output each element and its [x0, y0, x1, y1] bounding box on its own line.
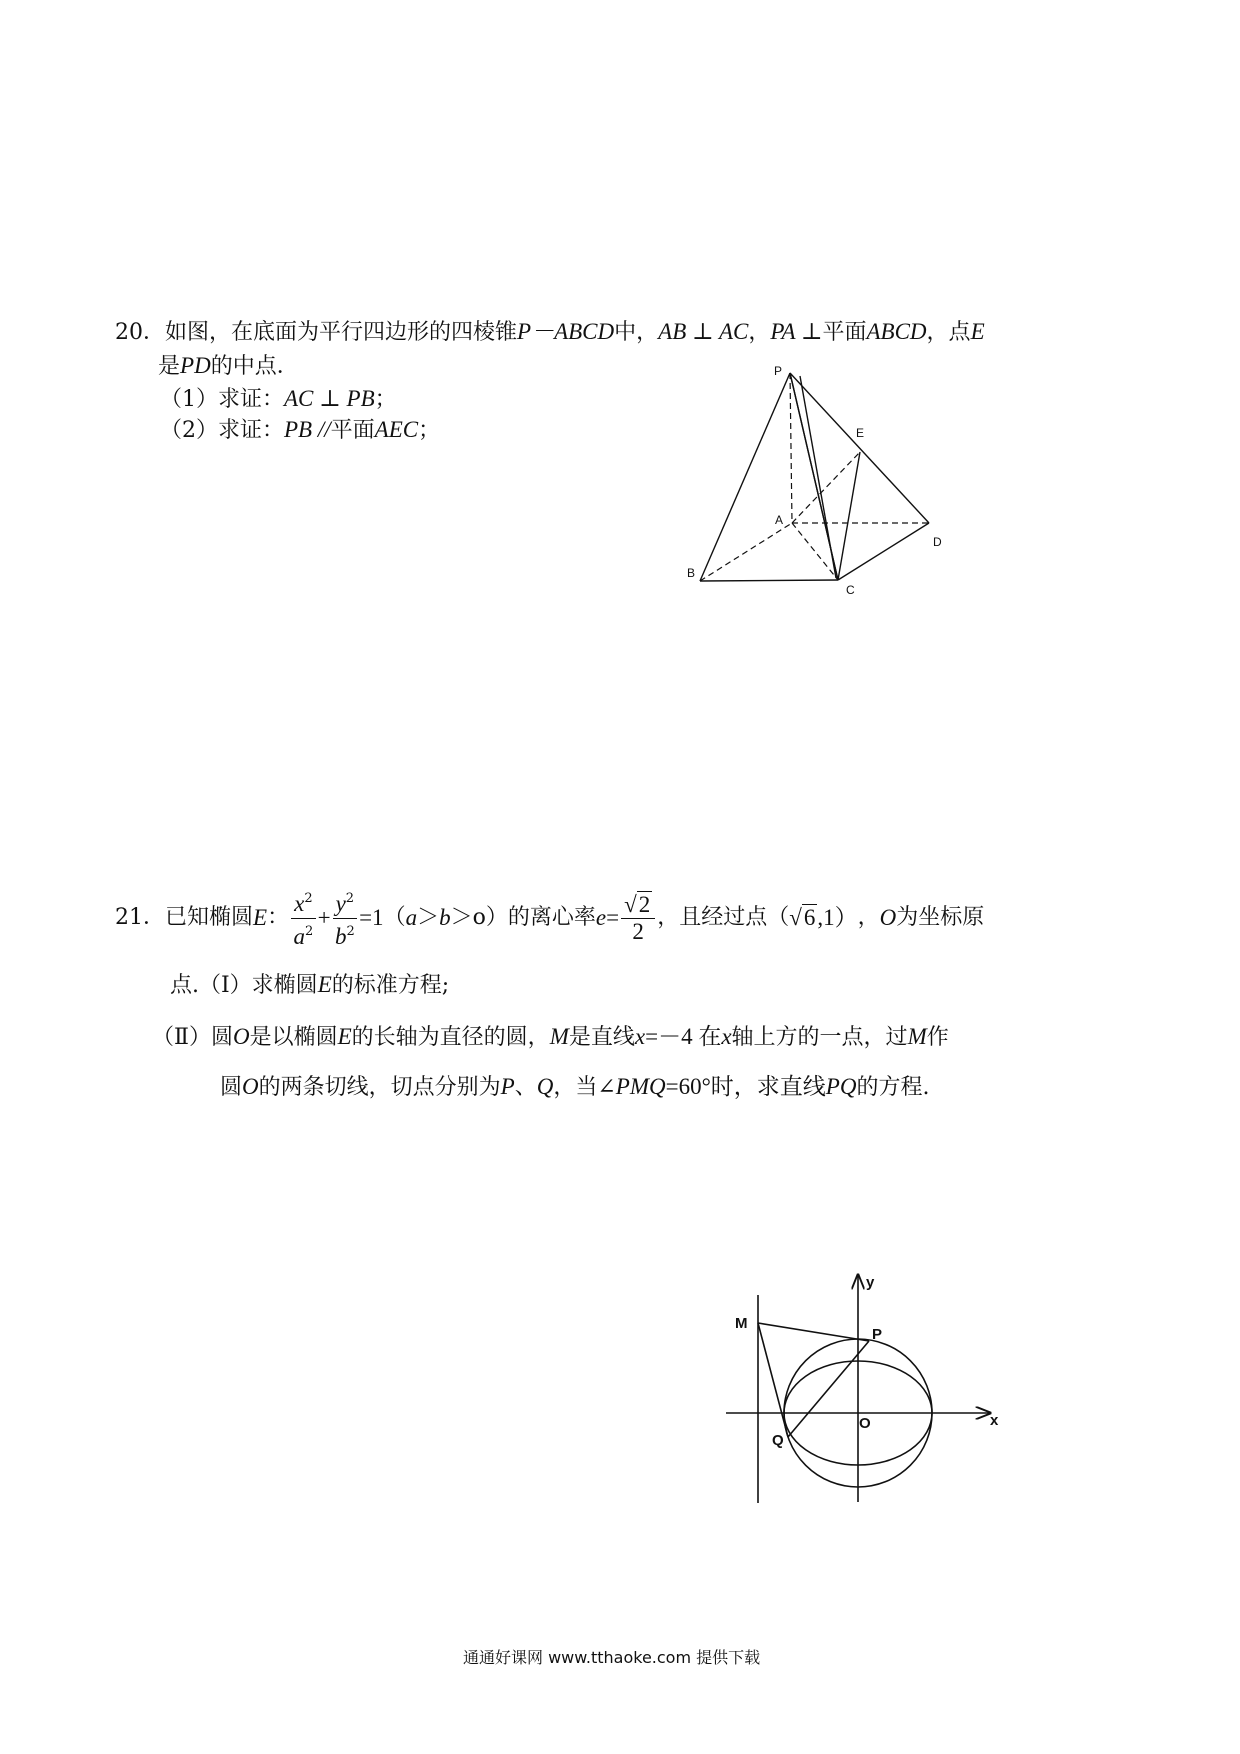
q21-line3: （Ⅱ）圆O是以椭圆E的长轴为直径的圆，M是直线x=－4 在x轴上方的一点，过M作: [152, 1024, 949, 1050]
fraction-y2-b2: $\frac{y^2}{b^2}$: [333, 886, 358, 951]
label-D: D: [933, 535, 942, 549]
fraction-sqrt2-2: $\frac{√2}{2}$: [621, 892, 655, 945]
label-M: M: [735, 1315, 748, 1332]
label-Q: Q: [772, 1432, 784, 1449]
label-E: E: [856, 426, 865, 440]
fraction-x2-a2: $\frac{x^2}{a^2}$: [291, 886, 316, 951]
q20-line1: 20．如图，在底面为平行四边形的四棱锥P－ABCD中，AB ⊥ AC，PA ⊥平面ABCD，点E: [115, 319, 985, 345]
label-O: O: [859, 1415, 871, 1432]
tangent-MP: [758, 1323, 869, 1341]
label-A: A: [775, 513, 784, 527]
q21-number: 21．: [115, 905, 165, 930]
tangent-MQ: [758, 1323, 788, 1437]
q20-part1: （1）求证：AC ⊥ PB；: [160, 386, 397, 412]
q20-number: 20．: [115, 320, 165, 345]
label-P2: P: [872, 1326, 883, 1343]
label-C: C: [846, 583, 855, 597]
pyramid-figure: [680, 360, 960, 600]
q21-line1: 21． 已知椭圆 E ： $\frac{x^2}{a^2}$ + $\frac{y^2}{b^2}$ =1 （ a ＞ b ＞o ） 的离心率 e = $\frac{√2}{2}$ ，且经过点（ √6 ,1） ， O 为坐标原: [115, 888, 984, 948]
chord-PQ: [788, 1341, 869, 1437]
q20-part2: （2）求证：PB //平面AEC；: [160, 417, 441, 443]
q21-line4: 圆O的两条切线，切点分别为P、Q，当∠PMQ=60°时，求直线PQ的方程.: [220, 1074, 930, 1100]
label-y: y: [866, 1274, 875, 1291]
label-B: B: [687, 566, 696, 580]
page-footer: 通通好课网 www.tthaoke.com 提供下载: [463, 1648, 761, 1667]
label-P: P: [774, 364, 783, 378]
q20-line2: 是PD的中点．: [158, 353, 299, 379]
q21-line2: 点.（Ⅰ）求椭圆E的标准方程;: [170, 972, 450, 998]
ellipse-circle-figure: [720, 1265, 1010, 1515]
label-x: x: [990, 1412, 999, 1429]
